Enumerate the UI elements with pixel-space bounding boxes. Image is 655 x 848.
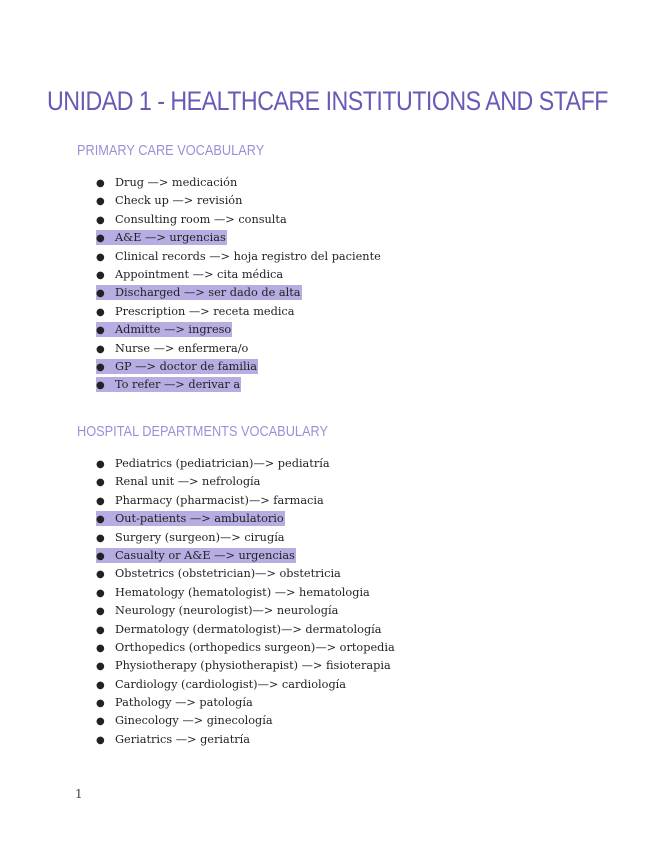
list-item [96,174,382,192]
bullet-icon: ● [96,734,105,746]
bullet-icon: ● [96,569,105,581]
list-item-text: Orthopedics (orthopedics surgeon)—> ortopedia [115,640,395,654]
list-item-text: Prescription —> receta medica [115,304,295,318]
list-item [96,303,382,321]
hospital-departments-vocabulary-list [96,455,396,749]
highlighted-text [96,548,296,563]
list-item-content [96,732,251,747]
bullet-icon: ● [96,698,105,710]
page-title: UNIDAD 1 - HEALTHCARE INSTITUTIONS AND STAFF [47,86,608,116]
list-item-text: Pharmacy (pharmacist)—> farmacia [115,493,324,507]
list-item [96,694,396,712]
list-item-text: Pediatrics (pediatrician)—> pediatría [115,457,330,470]
bullet-icon: ● [96,587,105,599]
bullet-icon: ● [96,288,105,300]
highlighted-text [96,322,232,337]
bullet-icon: ● [96,361,105,373]
list-item-text: Ginecology —> ginecología [115,714,273,728]
list-item-text: Discharged —> ser dado de alta [115,286,301,300]
list-item [96,266,382,284]
list-item-text: Out-patients —> ambulatorio [115,512,284,526]
bullet-icon: ● [96,550,105,562]
list-item-text: Clinical records —> hoja registro del paciente [115,249,381,263]
primary-care-vocabulary-list [96,174,382,395]
list-item [96,455,396,473]
list-item-text: Neurology (neurologist)—> neurología [115,604,339,618]
bullet-icon: ● [96,606,105,618]
bullet-icon: ● [96,679,105,691]
bullet-icon: ● [96,325,105,337]
list-item [96,657,396,675]
list-item [96,731,396,749]
list-item [96,321,382,339]
bullet-icon: ● [96,380,105,392]
list-item [96,248,382,266]
list-item-content [96,530,286,545]
list-item [96,492,396,510]
list-item-content [96,493,325,508]
list-item-content [96,193,243,208]
list-item-content [96,695,254,710]
list-item [96,510,396,528]
bullet-icon: ● [96,459,105,470]
list-item [96,358,382,376]
list-item-text: Cardiology (cardiologist)—> cardiología [115,677,347,691]
page-number: 1 [75,787,83,801]
list-item-text: Consulting room —> consulta [115,212,287,226]
list-item-content [96,585,371,600]
section-heading-primary-care: PRIMARY CARE VOCABULARY [77,143,265,159]
list-item-content [96,622,383,637]
list-item [96,547,396,565]
list-item-text: Renal unit —> nefrología [115,475,261,489]
list-item-text: To refer —> derivar a [115,378,241,392]
list-item [96,284,382,302]
list-item [96,473,396,491]
list-item-text: Admitte —> ingreso [115,323,232,337]
list-item-text: Nurse —> enfermera/o [115,341,249,355]
list-item-content [96,304,296,319]
list-item-content [96,713,274,728]
list-item-content [96,474,261,489]
bullet-icon: ● [96,661,105,673]
list-item-content [96,640,396,655]
list-item-text: Hematology (hematologist) —> hematologia [115,585,370,599]
highlighted-text [96,377,241,392]
list-item-content [96,175,238,190]
highlighted-text [96,230,227,245]
list-item [96,712,396,730]
bullet-icon: ● [96,495,105,507]
highlighted-text [96,359,258,374]
list-item-text: Appointment —> cita médica [115,267,284,281]
list-item [96,639,396,657]
list-item-text: Geriatrics —> geriatría [115,732,251,746]
list-item-text: Dermatology (dermatologist)—> dermatología [115,622,382,636]
list-item-content [96,603,339,618]
list-item-text: Surgery (surgeon)—> cirugía [115,530,285,544]
list-item-text: Pathology —> patología [115,696,253,710]
list-item-content [96,249,382,264]
bullet-icon: ● [96,532,105,544]
list-item [96,192,382,210]
bullet-icon: ● [96,343,105,355]
list-item [96,621,396,639]
list-item-text: Obstetrics (obstetrician)—> obstetricia [115,567,341,581]
section-heading-hospital-departments: HOSPITAL DEPARTMENTS VOCABULARY [77,424,329,440]
list-item [96,229,382,247]
highlighted-text [96,285,302,300]
bullet-icon: ● [96,251,105,263]
bullet-icon: ● [96,624,105,636]
list-item-content [96,341,249,356]
bullet-icon: ● [96,306,105,318]
list-item-text: Drug —> medicación [115,176,238,189]
bullet-icon: ● [96,514,105,526]
list-item [96,584,396,602]
list-item [96,565,396,583]
bullet-icon: ● [96,196,105,208]
list-item [96,211,382,229]
list-item-text: Physiotherapy (physiotherapist) —> fisioterapia [115,659,391,673]
list-item [96,340,382,358]
list-item-content [96,212,288,227]
bullet-icon: ● [96,269,105,281]
bullet-icon: ● [96,178,105,189]
list-item [96,602,396,620]
list-item-content [96,456,331,471]
list-item-content [96,658,392,673]
list-item [96,376,382,394]
list-item-text: Casualty or A&E —> urgencias [115,548,295,562]
list-item [96,529,396,547]
list-item-content [96,566,342,581]
list-item-text: GP —> doctor de familia [115,359,257,373]
bullet-icon: ● [96,233,105,245]
list-item [96,676,396,694]
list-item-content [96,677,347,692]
list-item-content [96,267,284,282]
bullet-icon: ● [96,716,105,728]
highlighted-text [96,511,285,526]
bullet-icon: ● [96,642,105,654]
list-item-text: Check up —> revisión [115,194,243,208]
bullet-icon: ● [96,214,105,226]
list-item-text: A&E —> urgencias [115,231,226,245]
bullet-icon: ● [96,477,105,489]
